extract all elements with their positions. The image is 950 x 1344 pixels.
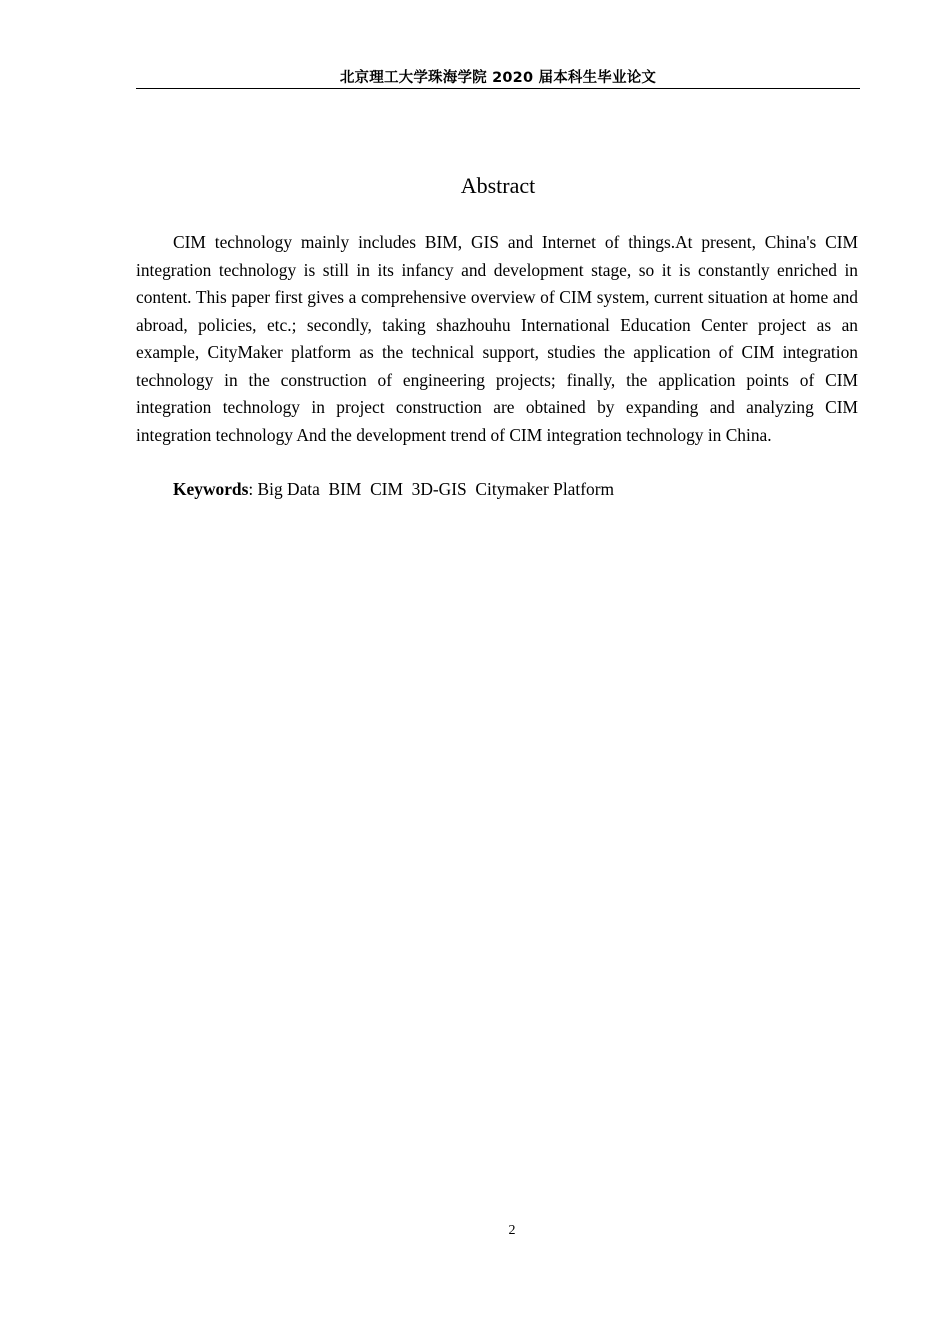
header-title: 北京理工大学珠海学院 2020 届本科生毕业论文	[339, 70, 657, 86]
page-header	[136, 68, 860, 89]
page-number: 2	[508, 1223, 516, 1238]
keywords-line	[136, 476, 858, 504]
abstract-heading: Abstract	[460, 173, 536, 198]
keywords-text: : Big Data BIM CIM 3D-GIS Citymaker Platform	[248, 479, 615, 499]
keywords-label: Keywords	[173, 479, 249, 499]
abstract-body: CIM technology mainly includes BIM, GIS and Internet of things.At present, China's CIM integration technology is still in its infancy and development stage, so it is constantly enriched in content. This paper first gives a comprehensive overview of CIM system, current situation at home and abroad, policies, etc.; secondly, taking shazhouhu International Education Center project as an example, CityMaker platform as the technical support, studies the application of CIM integration technology in the construction of engineering projects; finally, the application points of CIM integration technology in project construction are obtained by expanding and analyzing CIM integration technology And the development trend of CIM integration technology in China.	[136, 232, 858, 445]
